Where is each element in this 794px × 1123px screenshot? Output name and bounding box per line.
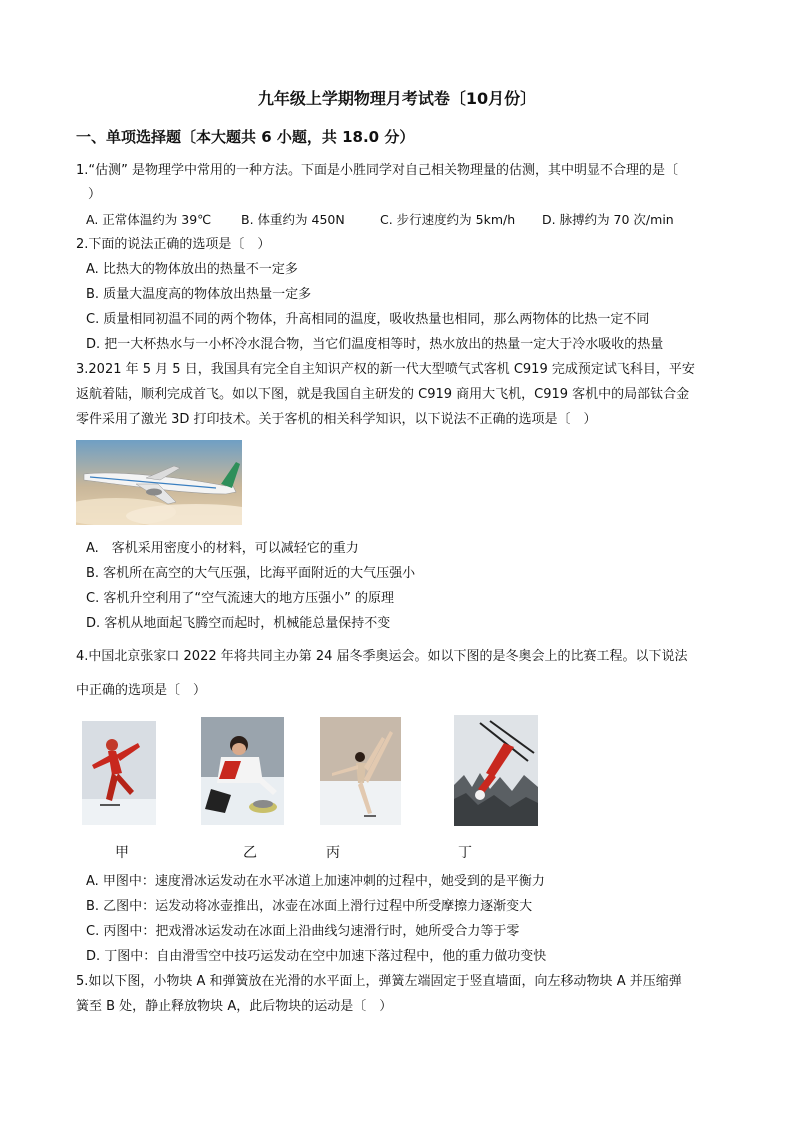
q2-stem: 2.下面的说法正确的选项是〔 ）	[76, 237, 271, 252]
q2-option-c: C. 质量相同初温不同的两个物体，升高相同的温度，吸收热量也相同，那么两物体的比热一定不同	[86, 312, 650, 327]
aerial-skier-photo	[454, 715, 538, 826]
airplane-photo	[76, 440, 242, 525]
q1-stem: 1.“估测” 是物理学中常用的一种方法。下面是小胜同学对自己相关物理量的估测，其中明显不合理的是〔	[76, 163, 679, 178]
curling-photo	[201, 717, 284, 825]
q3-stem-cont1: 返航着陆，顺利完成首飞。如以下图，就是我国自主研发的 C919 商用大飞机，C919 客机中的局部钛合金	[76, 387, 690, 402]
q2-option-b: B. 质量大温度高的物体放出热量一定多	[86, 287, 312, 302]
q3-option-a: A. 客机采用密度小的材料，可以减轻它的重力	[86, 541, 359, 556]
q3-option-d: D. 客机从地面起飞腾空而起时，机械能总量保持不变	[86, 616, 391, 631]
q4-option-d: D. 丁图中：自由滑雪空中技巧运发动在空中加速下落过程中，他的重力做功变快	[86, 949, 547, 964]
speed-skater-photo	[82, 721, 156, 825]
q1-option-c: C. 步行速度约为 5km/h	[380, 212, 516, 227]
q4-stem: 4.中国北京张家口 2022 年将共同主办第 24 届冬季奥运会。如以下图的是冬奥会上的比赛工程。以下说法	[76, 649, 688, 664]
exam-title: 九年级上学期物理月考试卷〔10月份〕	[257, 89, 537, 108]
caption-ding: 丁	[458, 845, 472, 861]
q3-stem-cont2: 零件采用了激光 3D 打印技术。关于客机的相关科学知识，以下说法不正确的选项是〔 ）	[76, 412, 597, 427]
q3-stem: 3.2021 年 5 月 5 日，我国具有完全自主知识产权的新一代大型喷气式客机 C919 完成预定试飞科目，平安	[76, 362, 695, 377]
q3-option-b: B. 客机所在高空的大气压强，比海平面附近的大气压强小	[86, 566, 416, 581]
q4-option-c: C. 丙图中：把戏滑冰运发动在冰面上沿曲线匀速滑行时，她所受合力等于零	[86, 924, 520, 939]
q1-option-b: B. 体重约为 450N	[241, 212, 345, 227]
q2-option-d: D. 把一大杯热水与一小杯冷水混合物，当它们温度相等时，热水放出的热量一定大于冷水吸收的热量	[86, 337, 664, 352]
q1-option-d: D. 脉搏约为 70 次/min	[542, 212, 674, 227]
section-heading: 一、单项选择题〔本大题共 6 小题，共 18.0 分）	[76, 128, 415, 146]
q1-stem-cont: ）	[88, 187, 102, 202]
caption-bing: 丙	[326, 845, 340, 861]
figure-skater-photo	[320, 717, 401, 825]
q5-stem: 5.如以下图，小物块 A 和弹簧放在光滑的水平面上，弹簧左端固定于竖直墙面，向左移动物块 A 并压缩弹	[76, 974, 682, 989]
q4-option-b: B. 乙图中：运发动将冰壶推出，冰壶在冰面上滑行过程中所受摩擦力逐渐变大	[86, 899, 533, 914]
caption-yi: 乙	[243, 845, 257, 861]
q5-stem-cont: 簧至 B 处，静止释放物块 A，此后物块的运动是〔 ）	[76, 999, 393, 1014]
q1-option-a: A. 正常体温约为 39℃	[86, 212, 212, 227]
q4-stem-cont: 中正确的选项是〔 ）	[76, 683, 207, 698]
q2-option-a: A. 比热大的物体放出的热量不一定多	[86, 262, 298, 277]
caption-jia: 甲	[115, 845, 129, 861]
q4-option-a: A. 甲图中：速度滑冰运发动在水平冰道上加速冲刺的过程中，她受到的是平衡力	[86, 874, 545, 889]
q3-option-c: C. 客机升空利用了“空气流速大的地方压强小” 的原理	[86, 591, 394, 606]
